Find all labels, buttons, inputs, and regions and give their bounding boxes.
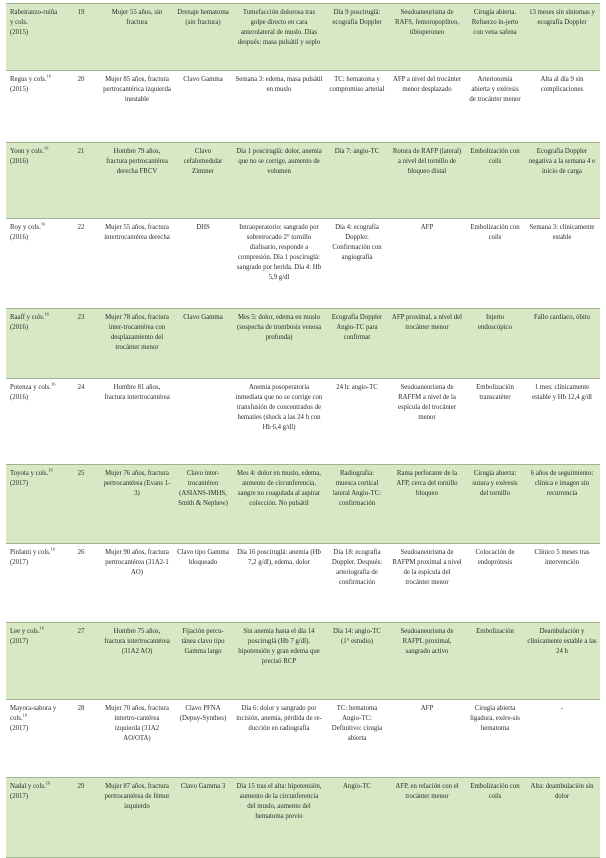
treatment-cell: Embolización con coils <box>466 143 524 219</box>
table-row <box>6 71 600 143</box>
clinic-cell: Mes 4: dolor en muslo, edema, aumento de circunferencia, sangre no coagulada al aspirar colección. No pulsátil <box>232 465 326 544</box>
case-table <box>6 3 600 858</box>
author-name: Yoon y cols. <box>10 148 44 155</box>
author-name: Potenza y cols. <box>10 384 51 391</box>
table-row <box>6 219 600 309</box>
evolution-cell: Semana 3: clínicamente estable <box>524 219 600 309</box>
author-name: Roy y cols. <box>10 224 41 231</box>
table-row <box>6 623 600 700</box>
treatment-cell: Embolización transcatéter <box>466 379 524 465</box>
clinic-cell: Mes 5: dolor, edema en muslo (sospecha de trombosis venosa profunda) <box>232 309 326 379</box>
treatment-cell: Cirugía abierta: sutura y exéresis del tornillo <box>466 465 524 544</box>
diagnosis-cell: Día 7: angio-TC <box>326 143 388 219</box>
lesion-cell: AFP, en relación con el trocánter menor <box>388 778 466 858</box>
clinic-cell: Semana 3: edema, masa pulsátil en muslo <box>232 71 326 143</box>
lesion-cell: AFP a nivel del trocánter menor desplazado <box>388 71 466 143</box>
author-cell <box>6 219 62 309</box>
author-name: Raaff y cols. <box>10 314 45 321</box>
author-name: Pinlanti y cols. <box>10 549 51 556</box>
case-number: 21 <box>62 143 100 219</box>
clinic-cell: Día 15 tras el alta: hipotensión, aumento de la circunferencia del muslo, aumento del hematoma previo <box>232 778 326 858</box>
diagnosis-cell: TC: hematoma Angio-TC: Definitivo: cirugía abierta <box>326 700 388 778</box>
table-row <box>6 309 600 379</box>
patient-cell: Mujer 90 años, fractura pertrocantérea (31A2-1 AO) <box>100 544 174 623</box>
case-number: 19 <box>62 4 100 71</box>
implant-cell: Clavo tipo Gamma bloqueado <box>174 544 232 623</box>
author-cell <box>6 700 62 778</box>
lesion-cell: AFP <box>388 700 466 778</box>
diagnosis-cell: Día 18: ecografía Doppler. Después: arteriografía de confirmación <box>326 544 388 623</box>
case-number: 28 <box>62 700 100 778</box>
patient-cell: Hombre 79 años, fractura pertrocantérea derecha FRCV <box>100 143 174 219</box>
reference-number: 16 <box>44 311 49 317</box>
author-year: (2016) <box>10 158 29 165</box>
author-year: (2015) <box>10 86 29 93</box>
author-cell <box>6 379 62 465</box>
case-number: 22 <box>62 219 100 309</box>
treatment-cell: Cirugía abierta. Refuerzo in-jerto con vena safena <box>466 4 524 71</box>
author-cell <box>6 4 62 71</box>
patient-cell: Hombre 75 años, fractura intertrocantérea (31A2 AO) <box>100 623 174 700</box>
clinic-cell: Tumefacción dolorosa tras golpe directo en cara anterolateral de muslo. Días después: masa pulsátil y soplo <box>232 4 326 71</box>
reference-number: 16 <box>40 221 46 227</box>
evolution-cell: Alta: deambulación sin dolor <box>524 778 600 858</box>
author-year: (2017) <box>10 725 29 732</box>
table-row <box>6 143 600 219</box>
table-row <box>6 700 600 778</box>
author-name: Regus y cols. <box>10 76 47 83</box>
reference-number: 16 <box>46 73 51 79</box>
diagnosis-cell: Día 9 posciruglá: ecografía Doppler <box>326 4 388 71</box>
evolution-cell: Ecografía Doppler negativa a la semana 4 e inicio de carga <box>524 143 600 219</box>
diagnosis-cell: Día 4: ecografía Doppler. Confirmación con angiografía <box>326 219 388 309</box>
treatment-cell: Injerto endoscópico <box>466 309 524 379</box>
diagnosis-cell: TC: hematoma y compromiso arterial <box>326 71 388 143</box>
table-row <box>6 379 600 465</box>
treatment-cell: Cirugía abierta ligadura, exére-sis hematoma <box>466 700 524 778</box>
case-number: 25 <box>62 465 100 544</box>
lesion-cell: Seudoaneurisma de RAFPM proximal a nivel de la espícula del trocánter menor <box>388 544 466 623</box>
implant-cell: Clavo cefalomedular Zimmer <box>174 143 232 219</box>
patient-cell: Mujer 85 años, fractura pertrocantérica izquierda inestable <box>100 71 174 143</box>
diagnosis-cell: 24 h: angio-TC <box>326 379 388 465</box>
author-year: (2017) <box>10 793 29 800</box>
table-container <box>6 3 600 858</box>
author-name: Mayora-sabora y cols. <box>10 705 57 722</box>
implant-cell: Clavo PFNA (Depuy-Synthes) <box>174 700 232 778</box>
lesion-cell: AFP proximal, a nivel del trocánter menor <box>388 309 466 379</box>
author-year: (2015) <box>10 29 29 36</box>
treatment-cell: Embolización con coils <box>466 778 524 858</box>
author-cell <box>6 143 62 219</box>
diagnosis-cell: Angio-TC <box>326 778 388 858</box>
patient-cell: Mujer 76 años, fractura pertrocantérea (Evans 1-3) <box>100 465 174 544</box>
lesion-cell: AFP <box>388 219 466 309</box>
reference-number: 16 <box>43 145 49 151</box>
reference-number: 16 <box>50 546 56 552</box>
author-cell <box>6 71 62 143</box>
author-cell <box>6 623 62 700</box>
implant-cell: DHS <box>174 219 232 309</box>
evolution-cell: Alta al día 9 sin complicaciones <box>524 71 600 143</box>
author-cell <box>6 465 62 544</box>
implant-cell: Clavo Gamma 3 <box>174 778 232 858</box>
lesion-cell: Rama perforante de la AFP, cerca del tornillo bloqueo <box>388 465 466 544</box>
reference-number: 16 <box>39 625 45 631</box>
case-number: 29 <box>62 778 100 858</box>
case-number: 24 <box>62 379 100 465</box>
reference-number: 16 <box>48 467 53 473</box>
implant-cell: Clavo inter-trocantéreo (ASIANS-IMHS, Smith & Nephew) <box>174 465 232 544</box>
implant-cell: Drenaje hematoma (sin fractura) <box>174 4 232 71</box>
author-year: (2017) <box>10 559 29 566</box>
author-year: (2016) <box>10 394 29 401</box>
clinic-cell: Anemia posoperatoria inmediata que no se corrige con transfusión de concentrados de hematíes (shock a las 24 h con Hb 6,4 g/dl) <box>232 379 326 465</box>
implant-cell: Clavo Gamma <box>174 309 232 379</box>
clinic-cell: Día 6: dolor y sangrado por incisión, anemia, pérdida de re-ducción en radiografía <box>232 700 326 778</box>
evolution-cell: Fallo cardíaco, óbito <box>524 309 600 379</box>
table-row <box>6 465 600 544</box>
patient-cell: Mujer 78 años, fractura inter-trocantérea con desplazamiento del trocánter menor <box>100 309 174 379</box>
patient-cell: Mujer 70 años, fractura intertro-cantérea izquierda (31A2 AO/OTA) <box>100 700 174 778</box>
author-year: (2017) <box>10 638 29 645</box>
diagnosis-cell: Día 14: angio-TC (1° estudio) <box>326 623 388 700</box>
reference-number: 16 <box>45 780 51 786</box>
author-name: Lee y cols. <box>10 628 40 635</box>
clinic-cell: Día 1 posciruglá: dolor, anemia que no se corrige, aumento de volumen <box>232 143 326 219</box>
case-number: 20 <box>62 71 100 143</box>
clinic-cell: Día 16 posciruglá: anemia (Hb 7,2 g/dl), edema, dolor <box>232 544 326 623</box>
implant-cell: Fijación percu-tánea clavo tipo Gamma largo <box>174 623 232 700</box>
author-name: Rabeiranzo-ruiña y cols. <box>10 9 58 26</box>
evolution-cell: Deambulación y clínicamente estable a las 24 h <box>524 623 600 700</box>
lesion-cell: Seudoaneurisma de RAFPL proximal, sangrado activo <box>388 623 466 700</box>
patient-cell: Mujer 55 años, fractura intertrocantérea derecha <box>100 219 174 309</box>
evolution-cell: 6 años de seguimiento: clínica e imagen sin recurrencia <box>524 465 600 544</box>
table-row <box>6 544 600 623</box>
author-cell <box>6 309 62 379</box>
treatment-cell: Colocación de endoprótesis <box>466 544 524 623</box>
implant-cell: Clavo Gamma <box>174 71 232 143</box>
author-year: (2016) <box>10 324 29 331</box>
lesion-cell: Rotura de RAFP (lateral) a nivel del tornillo de bloqueo distal <box>388 143 466 219</box>
diagnosis-cell: Ecografía Doppler Angio-TC para confirmar <box>326 309 388 379</box>
clinic-cell: Intraoperatorio: sangrado por sobretrocado 2° tornillo diafisario, responde a compresión. Día 1 posciruglá: sangrado por herida. Día 4: Hb 5,9 g/dl <box>232 219 326 309</box>
case-number: 26 <box>62 544 100 623</box>
case-number: 27 <box>62 623 100 700</box>
treatment-cell: Arteriotomía abierta y exéresis de trocánter menor <box>466 71 524 143</box>
treatment-cell: Embolización con coils <box>466 219 524 309</box>
author-name: Nadal y cols. <box>10 783 46 790</box>
lesion-cell: Seudoaneurisma de RAFS, femoropoplíteo, tibioperoneo <box>388 4 466 71</box>
table-row <box>6 778 600 858</box>
evolution-cell: 13 meses sin síntomas y ecografía Doppler <box>524 4 600 71</box>
patient-cell: Mujer 55 años, sin fractura <box>100 4 174 71</box>
author-cell <box>6 544 62 623</box>
diagnosis-cell: Radiografía: muesca cortical lateral Angio-TC: confirmación <box>326 465 388 544</box>
clinic-cell: Sin anemia hasta el día 14 posciruglá (Hb 7 g/dl), hipotensión y gran edema que precisó RCP <box>232 623 326 700</box>
lesion-cell: Seudoaneurisma de RAFFM a nivel de la espícula del trocánter menor <box>388 379 466 465</box>
table-row <box>6 4 600 71</box>
author-name: Toyota y cols. <box>10 470 49 477</box>
case-number: 23 <box>62 309 100 379</box>
reference-number: 16 <box>22 712 28 718</box>
treatment-cell: Embolización <box>466 623 524 700</box>
patient-cell: Mujer 87 años, fractura pertrocantérea de fémur izquierdo <box>100 778 174 858</box>
author-year: (2016) <box>10 234 29 241</box>
evolution-cell: 1 mes: clínicamente estable y Hb 12,4 g/dl <box>524 379 600 465</box>
evolution-cell: Clínico 5 meses tras intervención <box>524 544 600 623</box>
implant-cell <box>174 379 232 465</box>
author-cell <box>6 778 62 858</box>
author-year: (2017) <box>10 480 29 487</box>
patient-cell: Hombre 81 años, fractura intertrocantérea <box>100 379 174 465</box>
reference-number: 16 <box>50 381 56 387</box>
evolution-cell: - <box>524 700 600 778</box>
